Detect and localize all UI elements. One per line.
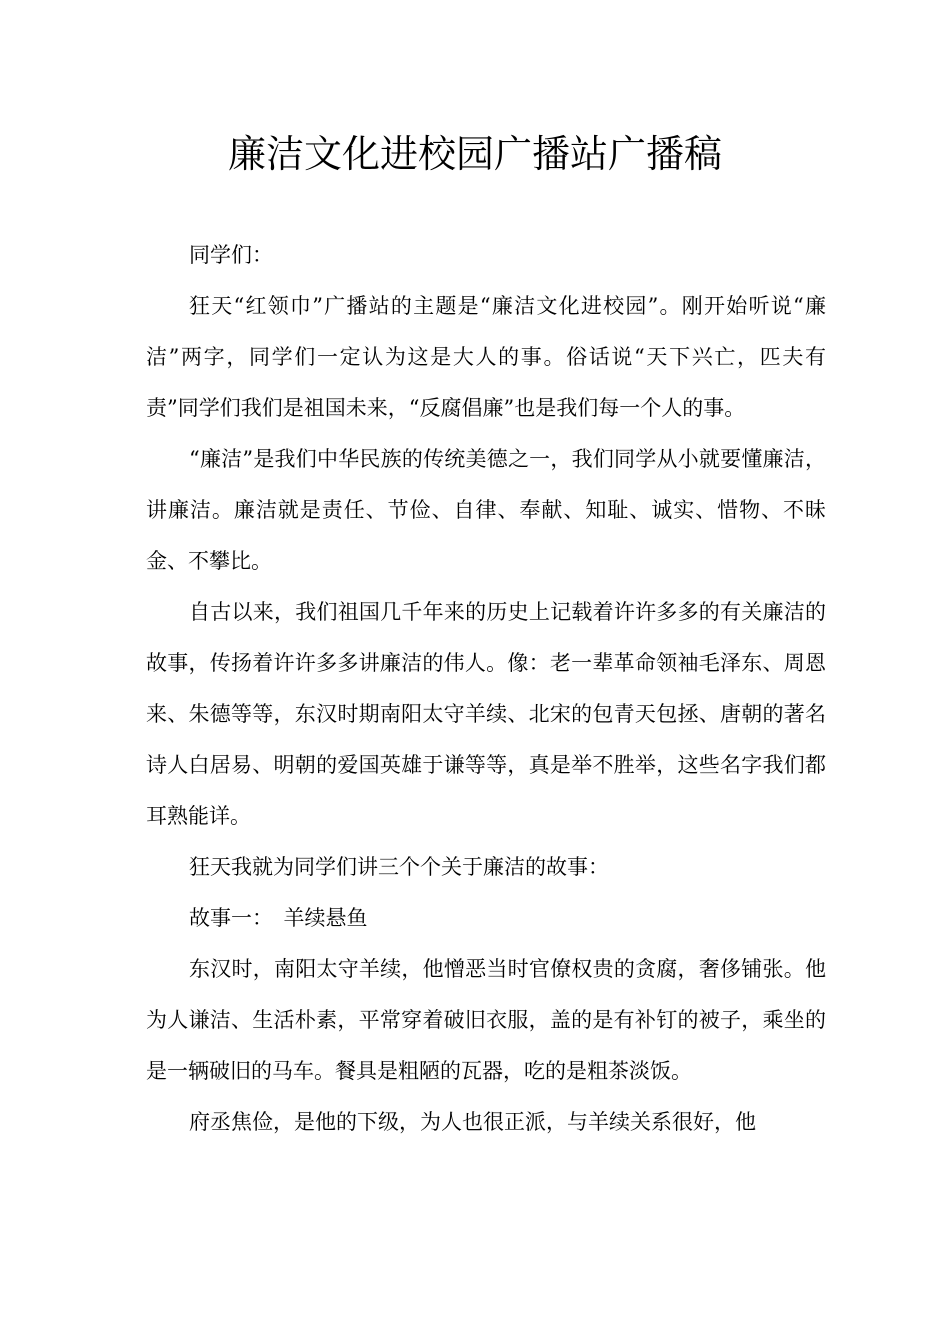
paragraph-virtue: “廉洁”是我们中华民族的传统美德之一，我们同学从小就要懂廉洁，讲廉洁。廉洁就是责任、节俭、自律、奉献、知耻、诚实、惜物、不昧金、不攀比。	[146, 447, 826, 573]
document-body	[146, 230, 826, 1148]
paragraph-history: 自古以来，我们祖国几千年来的历史上记载着许许多多的有关廉洁的故事，传扬着许许多多讲廉洁的伟人。像：老一辈革命领袖毛泽东、周恩来、朱德等等，东汉时期南阳太守羊续、北宋的包青天包拯、唐朝的著名诗人白居易、明朝的爱国英雄于谦等等，真是举不胜举，这些名字我们都耳熟能详。	[146, 600, 826, 828]
paragraph-stories-intro: 狂天我就为同学们讲三个个关于廉洁的故事：	[189, 855, 609, 879]
paragraph-story-one-continued: 府丞焦俭，是他的下级，为人也很正派，与羊续关系很好，他	[189, 1110, 756, 1134]
paragraph-intro: 狂天“红领巾”广播站的主题是“廉洁文化进校园”。刚开始听说“廉洁”两字，同学们一定认为这是大人的事。俗话说“天下兴亡，匹夫有责”同学们我们是祖国未来，“反腐倡廉”也是我们每一个人的事。	[146, 294, 826, 420]
paragraph-story-one-title: 故事一： 羊续悬鱼	[189, 906, 368, 930]
document-title: 廉洁文化进校园广播站广播稿	[227, 132, 722, 176]
paragraph-greeting: 同学们：	[189, 243, 273, 267]
paragraph-story-one-body: 东汉时，南阳太守羊续，他憎恶当时官僚权贵的贪腐，奢侈铺张。他为人谦洁、生活朴素，平常穿着破旧衣服，盖的是有补钉的被子，乘坐的是一辆破旧的马车。餐具是粗陋的瓦器，吃的是粗茶淡饭。	[146, 957, 826, 1083]
